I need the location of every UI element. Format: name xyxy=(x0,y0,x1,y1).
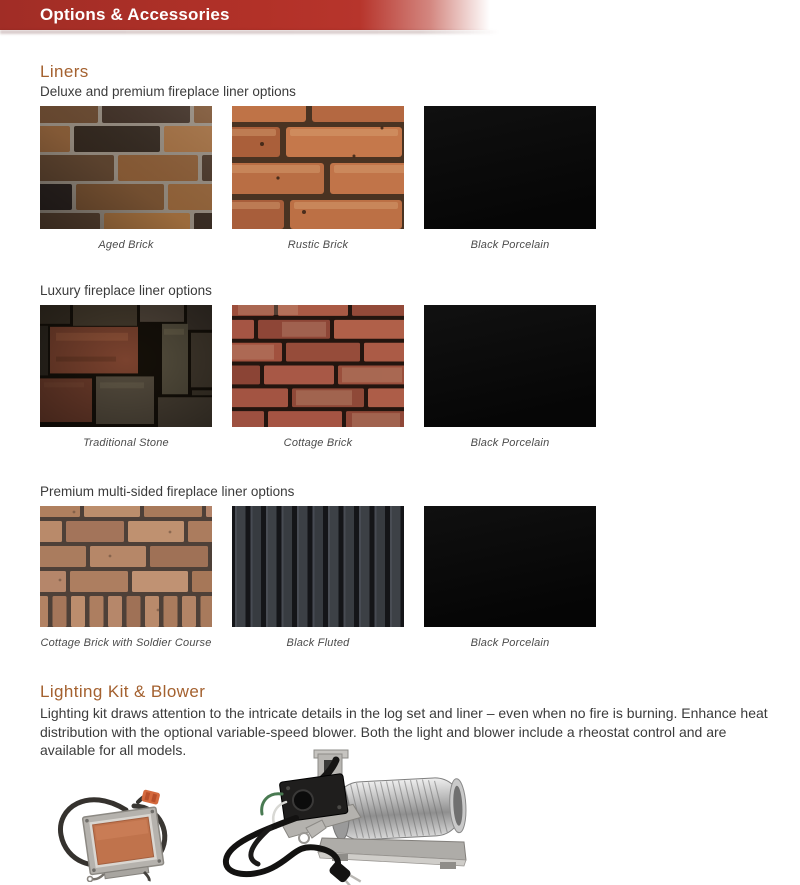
lighting-heading: Lighting Kit & Blower xyxy=(40,682,206,701)
liner-group-luxury xyxy=(40,283,596,449)
rustic-brick-swatch xyxy=(232,106,404,229)
black-porcelain-image xyxy=(424,305,596,427)
traditional-stone-image xyxy=(40,305,212,427)
banner-title: Options & Accessories xyxy=(40,5,230,24)
lighting-body-text: Lighting kit draws attention to the intricate details in the log set and liner – even when no fire is burning. Enhance heat distribution with the optional variable-speed blower. Both the light and blower include a rheostat control and are available for all models. xyxy=(40,705,768,758)
swatch-caption: Black Fluted xyxy=(286,637,350,649)
liner-item-cottage-brick xyxy=(232,305,404,449)
liners-heading: Liners xyxy=(40,62,89,81)
black-fluted-swatch xyxy=(232,506,404,627)
aged-brick-swatch xyxy=(40,106,212,229)
swatch-caption: Cottage Brick xyxy=(283,437,353,449)
group-subtitle: Luxury fireplace liner options xyxy=(40,283,212,298)
swatch-caption: Aged Brick xyxy=(98,239,154,251)
cottage-brick-soldier-course-swatch xyxy=(40,506,212,627)
swatch-row xyxy=(40,506,596,649)
blower-photo xyxy=(200,748,475,885)
black-porcelain-image xyxy=(424,106,596,229)
liner-item-black-fluted xyxy=(232,506,404,649)
swatch-caption: Black Porcelain xyxy=(470,637,550,649)
swatch-caption: Traditional Stone xyxy=(83,437,169,449)
black-porcelain-swatch xyxy=(424,305,596,427)
cottage-brick-soldier-course-image xyxy=(40,506,212,627)
liner-item-cottage-brick-soldier-course xyxy=(40,506,212,649)
swatch-row xyxy=(40,106,596,251)
lighting-kit-photo xyxy=(48,780,198,882)
liner-item-black-porcelain-3 xyxy=(424,506,596,649)
swatch-row xyxy=(40,305,596,449)
swatch-caption: Black Porcelain xyxy=(470,437,550,449)
liner-item-aged-brick xyxy=(40,106,212,251)
variable-speed-blower-image xyxy=(200,748,475,885)
traditional-stone-swatch xyxy=(40,305,212,427)
swatch-caption: Rustic Brick xyxy=(287,239,349,251)
liner-group-premium-multi-sided xyxy=(40,484,596,649)
section-banner xyxy=(0,0,800,30)
black-fluted-image xyxy=(232,506,404,627)
liner-item-black-porcelain-1 xyxy=(424,106,596,251)
black-porcelain-image xyxy=(424,506,596,627)
swatch-caption: Cottage Brick with Soldier Course xyxy=(40,637,212,649)
black-porcelain-swatch xyxy=(424,506,596,627)
swatch-caption: Black Porcelain xyxy=(470,239,550,251)
aged-brick-image xyxy=(40,106,212,229)
group-subtitle: Deluxe and premium fireplace liner options xyxy=(40,84,296,99)
rustic-brick-image xyxy=(232,106,404,229)
black-porcelain-swatch xyxy=(424,106,596,229)
liner-item-black-porcelain-2 xyxy=(424,305,596,449)
liner-item-rustic-brick xyxy=(232,106,404,251)
group-subtitle: Premium multi-sided fireplace liner options xyxy=(40,484,295,499)
liner-item-traditional-stone xyxy=(40,305,212,449)
liner-group-deluxe-premium xyxy=(40,84,596,251)
cottage-brick-swatch xyxy=(232,305,404,427)
lighting-kit-image xyxy=(48,780,198,882)
cottage-brick-image xyxy=(232,305,404,427)
